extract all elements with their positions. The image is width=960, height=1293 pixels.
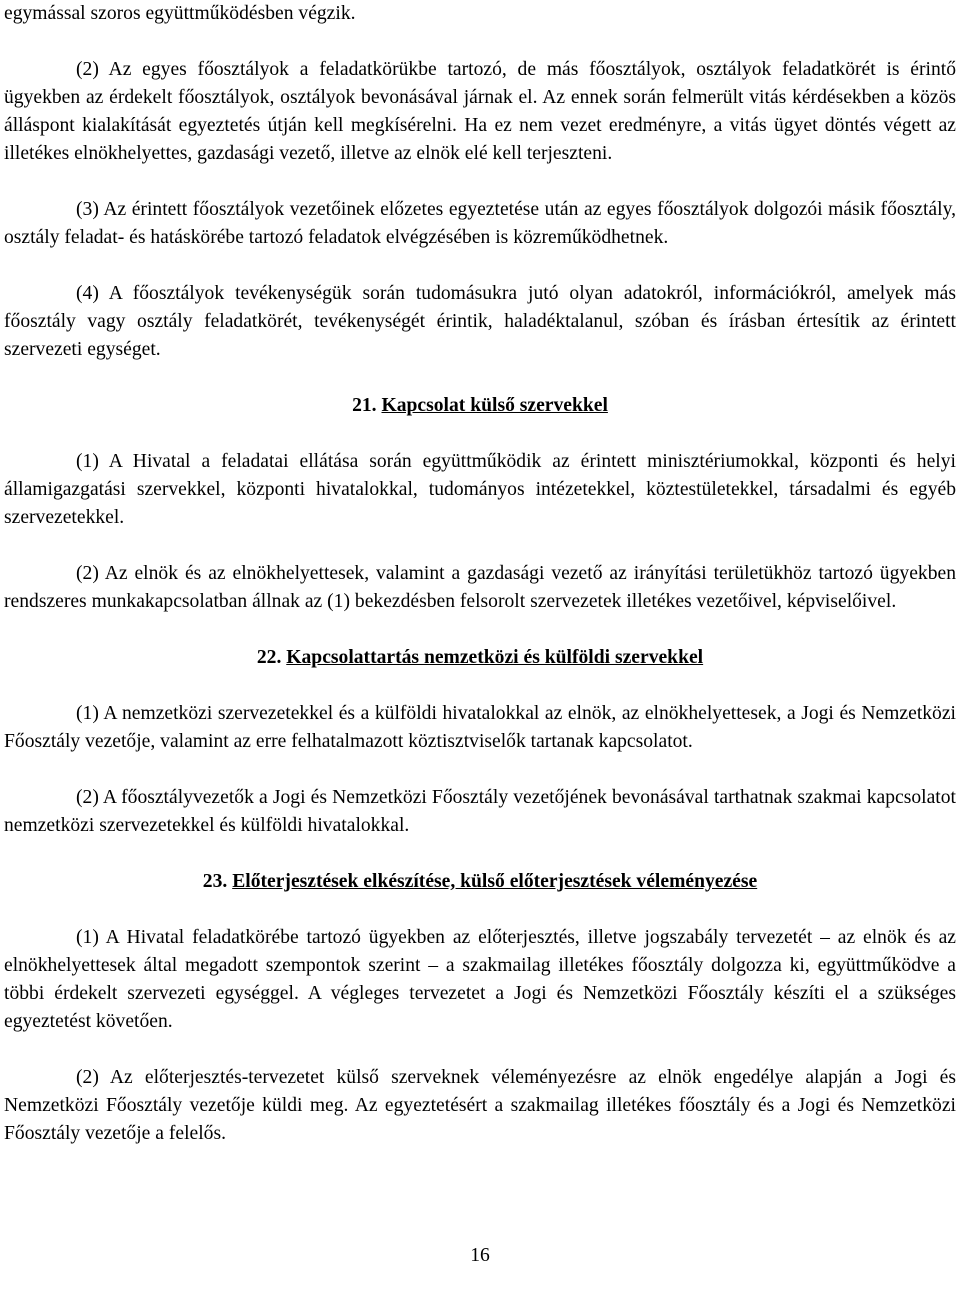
section-21-heading [4, 392, 956, 420]
section-23-paragraph-2: (2) Az előterjesztés-tervezetet külső szerveknek véleményezésre az elnök engedélye alapján a Jogi és Nemzetközi Főosztály vezetője küldi meg. Az egyeztetésért a szakmailag illetékes főosztály és a Jogi és Nemzetközi Főosztály vezetője a felelős. [4, 1067, 956, 1144]
section-22-paragraph-1: (1) A nemzetközi szervezetekkel és a külföldi hivatalokkal az elnök, az elnökhelyettesek, a Jogi és Nemzetközi Főosztály vezetője, valamint az erre felhatalmazott köztisztviselők tartanak kapcsolatot. [4, 703, 956, 752]
section-20-paragraph-2 [4, 56, 956, 168]
section-22-title: Kapcsolattartás nemzetközi és külföldi szervekkel [286, 647, 704, 668]
section-23-paragraph-1: (1) A Hivatal feladatkörébe tartozó ügyekben az előterjesztés, illetve jogszabály tervezetét – az elnök és az elnökhelyettesek által megadott szempontok szerint – a szakmailag illetékes főosztály dolgozza ki, együttműködve a többi érdekelt szervezeti egységgel. A végleges tervezetet a Jogi és Nemzetközi Főosztály készíti el a szükséges egyeztetést követően. [4, 927, 956, 1032]
section-21-paragraph-1: (1) A Hivatal a feladatai ellátása során együttműködik az érintett minisztériumokkal, központi és helyi államigazgatási szervekkel, központi hivatalokkal, tudományos intézetekkel, köztestületekkel, társadalmi és egyéb szervezetekkel. [4, 451, 956, 528]
section-23-title: Előterjesztések elkészítése, külső előterjesztések véleményezése [232, 871, 758, 892]
section-23-heading [4, 868, 956, 896]
document-page [4, 0, 956, 1148]
continued-text: egymással szoros együttműködésben végzik. [4, 3, 356, 24]
section-21-title: Kapcsolat külső szervekkel [381, 395, 608, 416]
section-20-paragraph-4: (4) A főosztályok tevékenységük során tudomásukra jutó olyan adatokról, információkról, amelyek más főosztály vagy osztály feladatkörét, tevékenységét érintik, haladéktalanul, szóban és írásban értesítik az érintett szervezeti egységet. [4, 283, 956, 360]
section-23-number: 23. [202, 871, 228, 892]
section-21-number: 21. [352, 395, 377, 416]
section-22-heading [4, 644, 956, 672]
section-22-number: 22. [256, 647, 282, 668]
page-number: 16 [470, 1245, 490, 1266]
section-22-paragraph-2: (2) A főosztályvezetők a Jogi és Nemzetközi Főosztály vezetőjének bevonásával tarthatnak szakmai kapcsolatot nemzetközi szervezetekkel és külföldi hivatalokkal. [4, 787, 956, 836]
section-20-paragraph-3: (3) Az érintett főosztályok vezetőinek előzetes egyeztetése után az egyes főosztályok dolgozói másik főosztály, osztály feladat- és hatáskörébe tartozó feladatok elvégzésében is közreműködhetnek. [4, 199, 956, 248]
section-21-paragraph-2: (2) Az elnök és az elnökhelyettesek, valamint a gazdasági vezető az irányítási területükhöz tartozó ügyekben rendszeres munkakapcsolatban állnak az (1) bekezdésben felsorolt szervezetek illetékes vezetőivel, képviselőivel. [4, 563, 956, 612]
section-20-paragraph-2-text: (2) Az egyes főosztályok a feladatkörükbe tartozó, de más főosztályok, osztályok feladatkörét is érintő ügyekben az érdekelt főosztályok, osztályok bevonásával járnak el. Az ennek során felmerült vitás kérdésekben a közös álláspont kialakítását egyeztetés útján kell megkísérelni. Ha ez nem vezet eredményre, a vitás ügyet döntés végett az illetékes elnökhelyettes, gazdasági vezető, illetve az elnök elé kell terjeszteni. [4, 59, 956, 164]
